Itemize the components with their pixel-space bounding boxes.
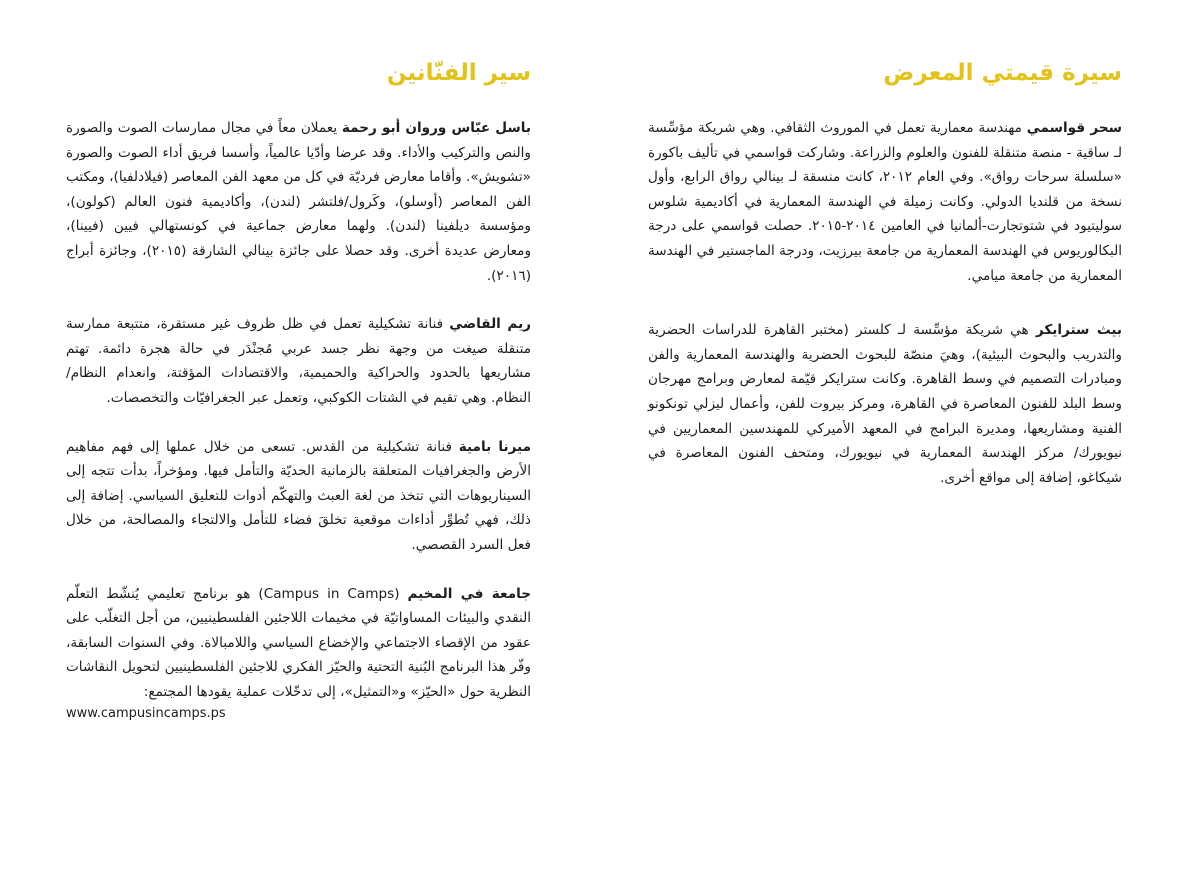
artist-bio-text: (Campus in Camps) هو برنامج تعليمي يُنشّط التعلّم النقدي والبيئات المساواتيّة في مخيمات اللاجئين الفلسطينيين، من أجل التغلّب على عقود من الإقصاء الاجتماعي والإخضاع السياسي واللامبالاة. وفي السنوات السابقة، وفّر هذا البرنامج البُنية التحتية والحيّز الفكري للاجئين الفلسطينيين لتحويل النقاشات النظرية حول «الحيّز» و«التمثيل»، إلى تدخّلات عملية يقودها المجتمع: (66, 585, 531, 700)
artists-heading: سير الفنّانين (386, 60, 531, 86)
artist-bio (66, 312, 531, 410)
artist-name: ريم القاضي (449, 316, 531, 333)
curator-bio (648, 116, 1122, 288)
curator-name: بيث سترايكر (1035, 322, 1122, 339)
artists-column (66, 56, 531, 724)
artist-bio (66, 435, 531, 558)
artist-bio (66, 116, 531, 288)
curators-column (648, 56, 1122, 514)
artist-name: ميرنا بامية (458, 438, 531, 455)
curator-bio-text: مهندسة معمارية تعمل في الموروث الثقافي. وهي شريكة مؤسِّسة لـ ساقية - منصة متنقلة للفنون والعلوم والزراعة. وشاركت قواسمي في تأليف باكورة «سلسلة سرحات رواق». وفي العام ٢٠١٢، كانت منسقة لـ بينالي رواق الرابع، وأول نسخة من قلنديا الدولي. وكانت زميلة في الهندسة المعمارية في أكاديمية شلوس سوليتيود في شتوتجارت-ألمانيا في العامين ٢٠١٤-٢٠١٥. حصلت قواسمي على درجة البكالوريوس في الهندسة المعمارية من جامعة بيرزيت، ودرجة الماجستير في الهندسة المعمارية من جامعة ميامي. (648, 120, 1122, 284)
artist-name: جامعة في المخيم (407, 585, 532, 602)
artist-bio-text: يعملان معاً في مجال ممارسات الصوت والصورة والنص والتركيب والأداء. وقد عرضا وأدّيا عالمياً، وأسسا فريق أداء الصوت والصورة «تشويش». وأقاما معارض فرديّة في كل من معهد الفن المعاصر (فيلادلفيا)، ومكتب الفن المعاصر (أوسلو)، وكَرول/فلتشر (لندن)، وأكاديمية فنون العالم (كولون)، ومؤسسة ديلفينا (لندن). ولهما معارض جماعية في كونستهالي فيين (فيينا)، ومعارض عديدة أخرى. وقد حصلا على جائزة بينالي الشارقة (٢٠١٥)، وجائزة أبراج (٢٠١٦). (66, 120, 532, 284)
artist-bio (66, 582, 531, 705)
campus-in-camps-link[interactable]: www.campusincamps.ps (66, 706, 226, 722)
curator-bio (648, 318, 1122, 490)
curator-bio-text: هي شريكة مؤسِّسة لـ كلستر (مختبر القاهرة للدراسات الحضرية والتدريب والبحوث البيئية)، وهيَ منصّة للبحوث الحضرية والهندسة المعمارية والفن ومبادرات التصميم في وسط القاهرة. وكانت سترايكر قيّمة لمعارض وبرامج مهرجان وسط البلد للفنون المعاصرة في القاهرة، ومركز بيروت للفن، وأعمال ليزلي تونكونو الفنية ومشاريعها، ومديرة البرامج في المعهد الأميركي للمهندسين المعماريين في نيويورك/ مركز الهندسة المعمارية في نيويورك، ومتحف الفنون المعاصرة في شيكاغو، إضافة إلى مواقع أخرى. (648, 322, 1122, 486)
artist-bio-text: فنانة تشكيلية تعمل في ظل ظروف غير مستقرة، متتبعة ممارسة متنقلة صيغت من وجهة نظر جسد عربي مُجنْدَر في حالة هجرة دائمة. تهتم مشاريعها بالحدود والحراكية والحميمية، والاقتصادات المؤقتة، وانعدام النظام/النظام. وهي تقيم في الشتات الكوكبي، وتعمل عبر الجغرافيّات والتخصصات. (66, 316, 531, 406)
curator-name: سحر قواسمي (1026, 120, 1123, 136)
artist-bio-text: فنانة تشكيلية من القدس. تسعى من خلال عملها إلى فهم مفاهيم الأرض والجغرافيات المتعلقة بالزمانية الحديّة والتأمل فيها. ومؤخراً، بدأت تتجه إلى السيناريوهات التي تتخذ من لغة العبث والتهكّم أدوات للتعليق السياسي. إضافة إلى ذلك، فهي تُطوِّر أداءات موقعية تخلقَ فضاء للتأمل والالتجاء والمصالحة، من خلال فعل السرد القصصي. (66, 438, 531, 553)
curators-heading: سيرة قيمتي المعرض (883, 60, 1122, 86)
artist-name: باسل عبّاس وروان أبو رحمة (341, 120, 531, 136)
